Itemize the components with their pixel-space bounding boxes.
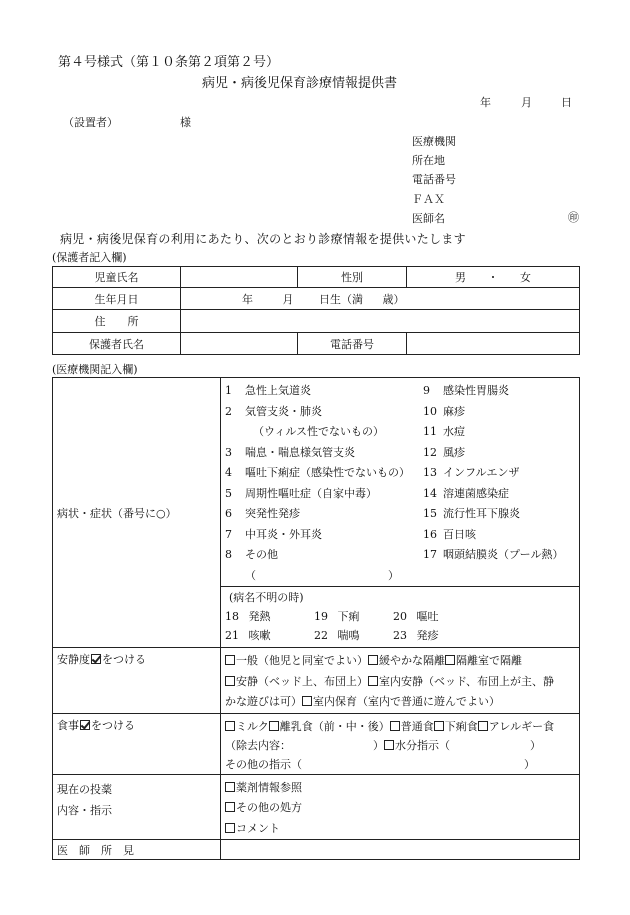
disease-item[interactable]: 7 中耳炎・外耳炎 (225, 527, 322, 541)
child-name-field[interactable] (181, 267, 298, 288)
unknown-disease-cell (221, 587, 580, 648)
rest-level-options (221, 648, 580, 714)
checkbox-icon[interactable] (225, 721, 235, 731)
recipient-label: （設置者） (63, 116, 118, 129)
guardian-phone-label: 電話番号 (298, 333, 407, 355)
checkbox-icon[interactable] (225, 823, 235, 833)
birth-date-label: 生年月日 (53, 288, 181, 310)
checkbox-icon[interactable] (225, 802, 235, 812)
guardian-phone-field[interactable] (407, 333, 580, 355)
sex-male-option[interactable]: 男 (455, 271, 466, 284)
checkbox-icon[interactable] (368, 676, 378, 686)
sex-label: 性別 (298, 267, 407, 288)
check-mark-icon (91, 654, 101, 664)
checkbox-icon[interactable] (368, 655, 378, 665)
rest-option-indoor-rest[interactable]: 室内安静（ベッド、布団上が主、静 (368, 675, 554, 688)
medication-options (221, 774, 580, 840)
checkbox-icon[interactable] (225, 782, 235, 792)
checkbox-icon[interactable] (302, 696, 312, 706)
birth-age-unit: 歳） (382, 292, 405, 306)
meal-other-label: その他の指示（ (225, 757, 302, 771)
rest-option-general[interactable]: 一般（他児と同室でよい） (225, 654, 368, 667)
birth-date-field[interactable] (181, 288, 580, 310)
medication-label-line2: 内容・指示 (57, 803, 112, 817)
disease-item[interactable]: 20 嘔吐 (393, 610, 439, 623)
unknown-disease-label: (病名不明の時) (229, 591, 304, 604)
disease-other-field[interactable]: （ ） (245, 568, 399, 582)
disease-item[interactable]: 13 インフルエンザ (423, 466, 520, 479)
birth-month-unit: 月 (282, 292, 294, 306)
checkbox-icon[interactable] (384, 740, 394, 750)
checkbox-icon[interactable] (225, 655, 235, 665)
rest-option-indoor-rest-cont: かな遊びは可） (225, 695, 302, 708)
form-number: 第４号様式（第１０条第２項第２号） (58, 55, 280, 70)
date-year: 年 (480, 96, 491, 109)
med-option-other-prescription[interactable]: その他の処方 (225, 798, 575, 819)
doctor-findings-field[interactable] (221, 840, 580, 860)
medication-label (53, 774, 221, 840)
disease-item[interactable]: 12 風疹 (423, 445, 465, 459)
checkbox-icon[interactable] (225, 676, 235, 686)
date-month: 月 (521, 96, 532, 109)
disease-list (221, 378, 580, 587)
disease-list-right (423, 381, 563, 586)
meal-option-diarrhea[interactable]: 下痢食 (434, 720, 478, 733)
disease-item[interactable]: 14 溶連菌感染症 (423, 486, 509, 500)
institution-address-label: 所在地 (412, 154, 445, 167)
recipient-honorific: 様 (180, 116, 191, 129)
sex-female-option[interactable]: 女 (520, 271, 531, 284)
institution-fax-label: ＦＡＸ (412, 193, 445, 206)
disease-item[interactable]: 11 水痘 (423, 425, 465, 438)
guardian-name-label: 保護者氏名 (53, 333, 181, 355)
meal-option-water[interactable]: 水分指示（ (384, 739, 450, 752)
meal-label: 食事 をつける (53, 713, 221, 774)
date-day: 日 (561, 96, 572, 109)
unknown-disease-row (225, 626, 575, 645)
medical-table (52, 377, 580, 860)
disease-item[interactable]: 9 感染性胃腸炎 (423, 384, 509, 397)
disease-item[interactable]: 22 喘鳴 (314, 629, 360, 642)
disease-list-left (225, 381, 423, 586)
doctor-name-label: 医師名 (412, 212, 445, 225)
disease-item[interactable]: 3 喘息・喘息様気管支炎 (225, 445, 355, 459)
address-field[interactable] (181, 310, 580, 333)
meal-option-baby-food[interactable]: 離乳食（前・中・後） (269, 720, 390, 733)
disease-item[interactable]: 21 咳嗽 (225, 629, 271, 642)
birth-day-unit: 日生（満 (319, 292, 363, 306)
seal-icon: ㊞ (568, 211, 579, 224)
rest-option-bed-rest[interactable]: 安静（ベッド上、布団上） (225, 675, 368, 688)
checkbox-icon[interactable] (434, 721, 444, 731)
meal-option-normal[interactable]: 普通食 (390, 720, 434, 733)
guardian-name-field[interactable] (181, 333, 298, 355)
medication-label-line1: 現在の投薬 (57, 782, 112, 796)
guardian-section-heading: (保護者記入欄) (52, 251, 127, 264)
disease-item[interactable]: 8 その他 (225, 548, 278, 561)
disease-item[interactable]: 16 百日咳 (423, 527, 476, 541)
water-instruction-close: ） (530, 738, 541, 752)
med-option-comment[interactable]: コメント (225, 819, 575, 840)
disease-item[interactable]: 1 急性上気道炎 (225, 384, 311, 397)
sex-separator: ・ (487, 271, 499, 284)
institution-name-label: 医療機関 (412, 135, 456, 148)
meal-removal-label: （除去内容： (225, 738, 291, 752)
disease-item-note: （ウィルス性でないもの） (253, 425, 385, 438)
disease-item[interactable]: 2 気管支炎・肺炎 (225, 404, 322, 418)
disease-item[interactable]: 19 下痢 (314, 610, 360, 623)
checkbox-icon[interactable] (390, 721, 400, 731)
disease-item[interactable]: 15 流行性耳下腺炎 (423, 507, 520, 520)
birth-year-unit: 年 (242, 292, 253, 306)
disease-label: 病状・症状（番号に○） (53, 378, 221, 648)
meal-option-milk[interactable]: ミルク (225, 720, 269, 733)
meal-option-allergy[interactable]: アレルギー食 (478, 720, 554, 733)
unknown-disease-row (225, 607, 575, 626)
med-option-drug-info[interactable]: 薬剤情報参照 (225, 778, 575, 799)
meal-removal-close: ） (373, 738, 384, 752)
disease-item[interactable]: 6 突発性発疹 (225, 507, 300, 520)
meal-options (221, 713, 580, 774)
disease-item[interactable]: 10 麻疹 (423, 404, 465, 418)
doctor-findings-label: 医 師 所 見 (53, 840, 221, 860)
disease-item[interactable]: 18 発熱 (225, 610, 271, 623)
checkbox-icon[interactable] (478, 721, 488, 731)
intro-text: 病児・病後児保育の利用にあたり、次のとおり診療情報を提供いたします (60, 232, 466, 246)
rest-level-label: 安静度 をつける (53, 648, 221, 714)
child-name-label: 児童氏名 (53, 267, 181, 288)
rest-option-loose-isolation[interactable]: 緩やかな隔離 (368, 654, 445, 667)
medical-section-heading: (医療機関記入欄) (52, 363, 138, 376)
page-title: 病児・病後児保育診療情報提供書 (202, 76, 398, 91)
rest-option-indoor-care[interactable]: 室内保育（室内で普通に遊んでよい） (302, 695, 500, 708)
address-label: 住 所 (53, 310, 181, 333)
check-mark-icon (80, 720, 90, 730)
disease-item[interactable]: 23 発疹 (393, 629, 439, 642)
meal-other-close: ） (524, 757, 535, 771)
rest-option-isolation-room[interactable]: 隔離室で隔離 (445, 654, 522, 667)
checkbox-icon[interactable] (445, 655, 455, 665)
guardian-table (52, 266, 580, 355)
institution-phone-label: 電話番号 (412, 173, 456, 186)
checkbox-icon[interactable] (269, 721, 279, 731)
disease-item[interactable]: 5 周期性嘔吐症（自家中毒） (225, 486, 377, 500)
disease-item[interactable]: 17 咽頭結膜炎（プール熱） (423, 548, 564, 561)
sex-field[interactable] (407, 267, 580, 288)
disease-item[interactable]: 4 嘔吐下痢症（感染性でないもの） (225, 466, 410, 479)
